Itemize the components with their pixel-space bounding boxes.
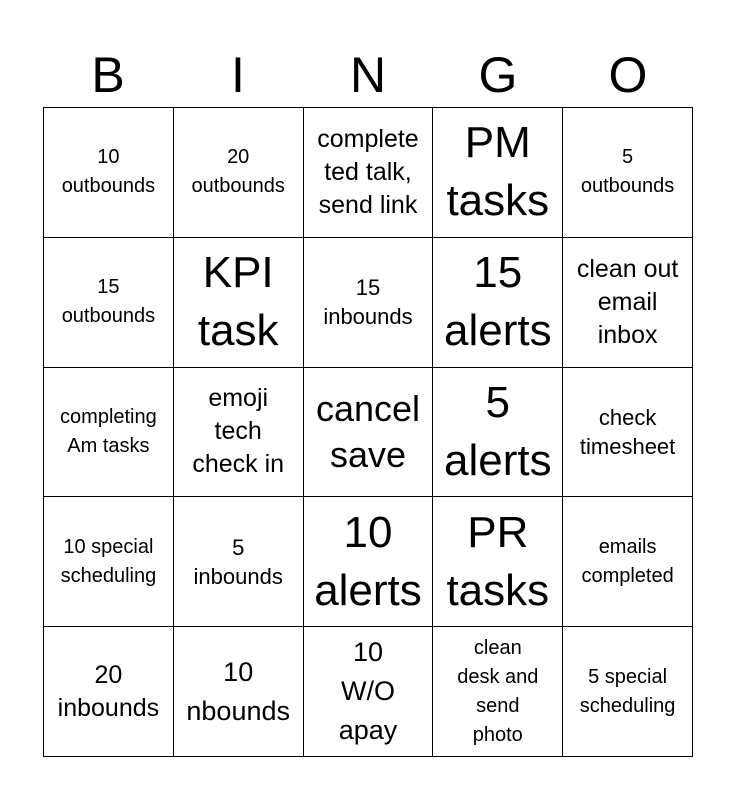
cell-text: 10 outbounds: [61, 146, 156, 198]
bingo-cell-r2-c5[interactable]: [563, 238, 693, 368]
bingo-cell-r4-c5[interactable]: [563, 497, 693, 627]
bingo-cell-r5-c5[interactable]: [563, 627, 693, 757]
bingo-cell-r5-c3[interactable]: [304, 627, 434, 757]
header-letter-g: G: [478, 47, 518, 103]
bingo-cell-r1-c4[interactable]: [433, 108, 563, 238]
cell-text: PM tasks: [446, 118, 550, 226]
header-letter-n: N: [349, 47, 387, 103]
cell-text: 5 inbounds: [193, 534, 283, 589]
cell-text: check timesheet: [579, 404, 676, 459]
cell-text: 15 inbounds: [323, 275, 413, 330]
cell-text: PR tasks: [446, 507, 550, 615]
header-letter-o: O: [608, 47, 648, 103]
cell-text: 15 alerts: [443, 248, 552, 356]
cell-text: cancel save: [315, 387, 421, 475]
bingo-cell-r2-c4[interactable]: [433, 238, 563, 368]
cell-text: clean out email inbox: [576, 254, 679, 349]
bingo-cell-r3-c5[interactable]: [563, 368, 693, 498]
cell-text: 5 special scheduling: [579, 665, 676, 717]
bingo-cell-r3-c2[interactable]: [174, 368, 304, 498]
cell-text: 20 outbounds: [191, 146, 285, 198]
bingo-cell-r5-c4[interactable]: [433, 627, 563, 757]
cell-text: completing Am tasks: [60, 405, 157, 457]
bingo-cell-r2-c3[interactable]: [304, 238, 434, 368]
bingo-cell-r2-c2[interactable]: [174, 238, 304, 368]
bingo-cell-r5-c1[interactable]: [44, 627, 174, 757]
bingo-cell-r4-c3[interactable]: [304, 497, 434, 627]
bingo-cell-r1-c1[interactable]: [44, 108, 174, 238]
bingo-cell-r1-c3[interactable]: [304, 108, 434, 238]
cell-text: 5 outbounds: [580, 146, 675, 198]
cell-text: 10 alerts: [314, 507, 422, 615]
bingo-cell-r4-c4[interactable]: [433, 497, 563, 627]
cell-text: 20 inbounds: [57, 660, 160, 722]
bingo-cell-r1-c2[interactable]: [174, 108, 304, 238]
bingo-cell-r1-c5[interactable]: [563, 108, 693, 238]
header-letter-b: B: [91, 47, 125, 103]
cell-text: 5 alerts: [443, 377, 552, 485]
bingo-cell-r4-c2[interactable]: [174, 497, 304, 627]
bingo-cell-r5-c2[interactable]: [174, 627, 304, 757]
header-letter-i: I: [231, 47, 245, 103]
cell-text: 10 nbounds: [186, 656, 290, 726]
cell-text: KPI task: [197, 248, 279, 356]
cell-text: 10 special scheduling: [60, 535, 157, 587]
bingo-cell-r3-c4[interactable]: [433, 368, 563, 498]
cell-text: clean desk and send photo: [457, 636, 539, 746]
bingo-cell-r3-c3[interactable]: [304, 368, 434, 498]
bingo-header: [43, 44, 693, 106]
bingo-cell-r3-c1[interactable]: [44, 368, 174, 498]
cell-text: emails completed: [581, 535, 674, 587]
cell-text: 10 W/O apay: [338, 637, 398, 746]
cell-text: emoji tech check in: [192, 384, 285, 479]
bingo-cell-r4-c1[interactable]: [44, 497, 174, 627]
cell-text: complete ted talk, send link: [317, 124, 419, 219]
cell-text: 15 outbounds: [61, 276, 156, 328]
bingo-board: [43, 107, 693, 757]
bingo-cell-r2-c1[interactable]: [44, 238, 174, 368]
